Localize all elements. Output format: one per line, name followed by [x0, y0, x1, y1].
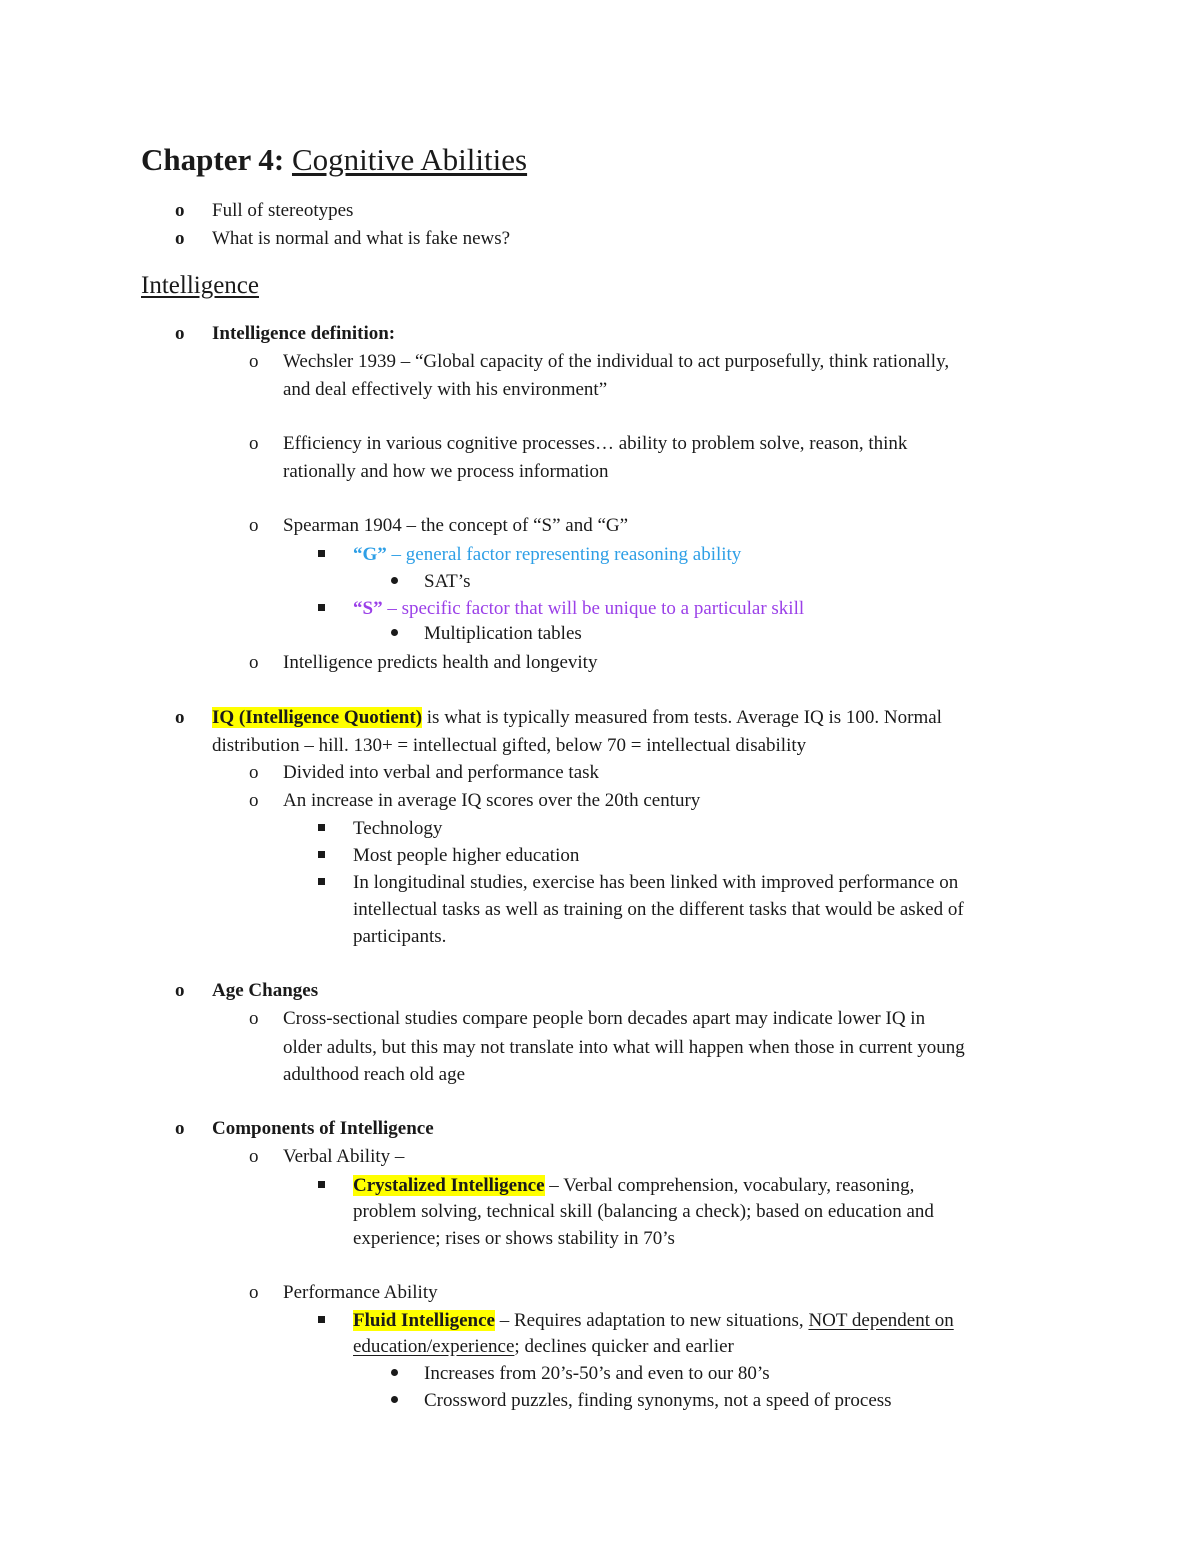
- fluid-text: ; declines quicker and earlier: [514, 1336, 734, 1357]
- s-factor-label: “S”: [353, 598, 383, 619]
- bullet-marker: o: [249, 1282, 259, 1303]
- age-label: Age Changes: [212, 980, 319, 1001]
- intro-item: Full of stereotypes: [212, 200, 354, 221]
- bullet-marker: o: [249, 515, 259, 536]
- fluid-text: – Requires adaptation to new situations,: [494, 1310, 809, 1331]
- fluid-line: [353, 1334, 734, 1360]
- iq-reason-item: Most people higher education: [353, 845, 580, 866]
- round-bullet-icon: [391, 629, 398, 636]
- fluid-emphasis: education/experience: [353, 1336, 515, 1357]
- bullet-marker: o: [249, 1146, 259, 1167]
- s-factor-text: – specific factor that will be unique to a particular skill: [382, 598, 805, 619]
- fluid-point: Increases from 20’s-50’s and even to our 80’s: [424, 1363, 770, 1384]
- wechsler-line: and deal effectively with his environment”: [283, 379, 608, 400]
- components-label: Components of Intelligence: [212, 1118, 434, 1139]
- crystal-label: Crystalized Intelligence: [353, 1175, 545, 1196]
- age-line: older adults, but this may not translate into what will happen when those in current young: [283, 1037, 965, 1058]
- iq-line: distribution – hill. 130+ = intellectual gifted, below 70 = intellectual disability: [212, 735, 807, 756]
- crystal-line: problem solving, technical skill (balancing a check); based on education and: [353, 1201, 934, 1222]
- bullet-marker: o: [249, 762, 259, 783]
- iq-increase-line: An increase in average IQ scores over the 20th century: [283, 790, 701, 811]
- square-bullet-icon: [318, 550, 325, 557]
- iq-reason-item: Technology: [353, 818, 443, 839]
- spearman-line: Spearman 1904 – the concept of “S” and “G”: [283, 515, 629, 536]
- g-factor-line: [353, 542, 741, 568]
- bullet-marker: o: [249, 790, 259, 811]
- square-bullet-icon: [318, 1181, 325, 1188]
- efficiency-line: rationally and how we process information: [283, 461, 609, 482]
- definition-label: Intelligence definition:: [212, 323, 396, 344]
- crystal-line: experience; rises or shows stability in 70’s: [353, 1228, 675, 1249]
- s-factor-example: Multiplication tables: [424, 623, 582, 644]
- verbal-ability-line: Verbal Ability –: [283, 1146, 405, 1167]
- bullet-marker: o: [175, 1118, 185, 1139]
- bullet-marker: o: [175, 228, 185, 249]
- efficiency-line: Efficiency in various cognitive processes… ability to problem solve, reason, think: [283, 433, 908, 454]
- iq-line: [212, 705, 942, 731]
- square-bullet-icon: [318, 851, 325, 858]
- round-bullet-icon: [391, 577, 398, 584]
- crystal-text: – Verbal comprehension, vocabulary, reasoning,: [544, 1175, 915, 1196]
- iq-reason-item: In longitudinal studies, exercise has been linked with improved performance on: [353, 872, 959, 893]
- fluid-point: Crossword puzzles, finding synonyms, not a speed of process: [424, 1390, 892, 1411]
- fluid-emphasis: NOT dependent on: [808, 1310, 954, 1331]
- round-bullet-icon: [391, 1369, 398, 1376]
- iq-divided-line: Divided into verbal and performance task: [283, 762, 600, 783]
- chapter-number: Chapter 4:: [141, 142, 292, 177]
- square-bullet-icon: [318, 824, 325, 831]
- g-factor-label: “G”: [353, 544, 387, 565]
- fluid-line: [353, 1308, 954, 1334]
- age-line: Cross-sectional studies compare people born decades apart may indicate lower IQ in: [283, 1008, 926, 1029]
- bullet-marker: o: [249, 351, 259, 372]
- bullet-marker: o: [175, 323, 185, 344]
- iq-reason-item: participants.: [353, 926, 447, 947]
- iq-label: IQ (Intelligence Quotient): [212, 707, 423, 728]
- fluid-label: Fluid Intelligence: [353, 1310, 495, 1331]
- age-line: adulthood reach old age: [283, 1064, 466, 1085]
- chapter-title: [141, 140, 527, 180]
- iq-reason-item: intellectual tasks as well as training on the different tasks that would be asked of: [353, 899, 964, 920]
- round-bullet-icon: [391, 1396, 398, 1403]
- crystal-line: [353, 1173, 914, 1199]
- bullet-marker: o: [249, 1008, 259, 1029]
- health-line: Intelligence predicts health and longevity: [283, 652, 598, 673]
- bullet-marker: o: [175, 200, 185, 221]
- g-factor-text: – general factor representing reasoning ability: [386, 544, 742, 565]
- section-heading: Intelligence: [141, 272, 259, 299]
- square-bullet-icon: [318, 1316, 325, 1323]
- chapter-topic: Cognitive Abilities: [291, 142, 528, 177]
- bullet-marker: o: [175, 707, 185, 728]
- s-factor-line: [353, 596, 804, 622]
- bullet-marker: o: [175, 980, 185, 1001]
- intro-item: What is normal and what is fake news?: [212, 228, 511, 249]
- square-bullet-icon: [318, 604, 325, 611]
- performance-ability-line: Performance Ability: [283, 1282, 438, 1303]
- square-bullet-icon: [318, 878, 325, 885]
- wechsler-line: Wechsler 1939 – “Global capacity of the individual to act purposefully, think rationally,: [283, 351, 950, 372]
- iq-text: is what is typically measured from tests. Average IQ is 100. Normal: [422, 707, 942, 728]
- bullet-marker: o: [249, 652, 259, 673]
- bullet-marker: o: [249, 433, 259, 454]
- g-factor-example: SAT’s: [424, 571, 471, 592]
